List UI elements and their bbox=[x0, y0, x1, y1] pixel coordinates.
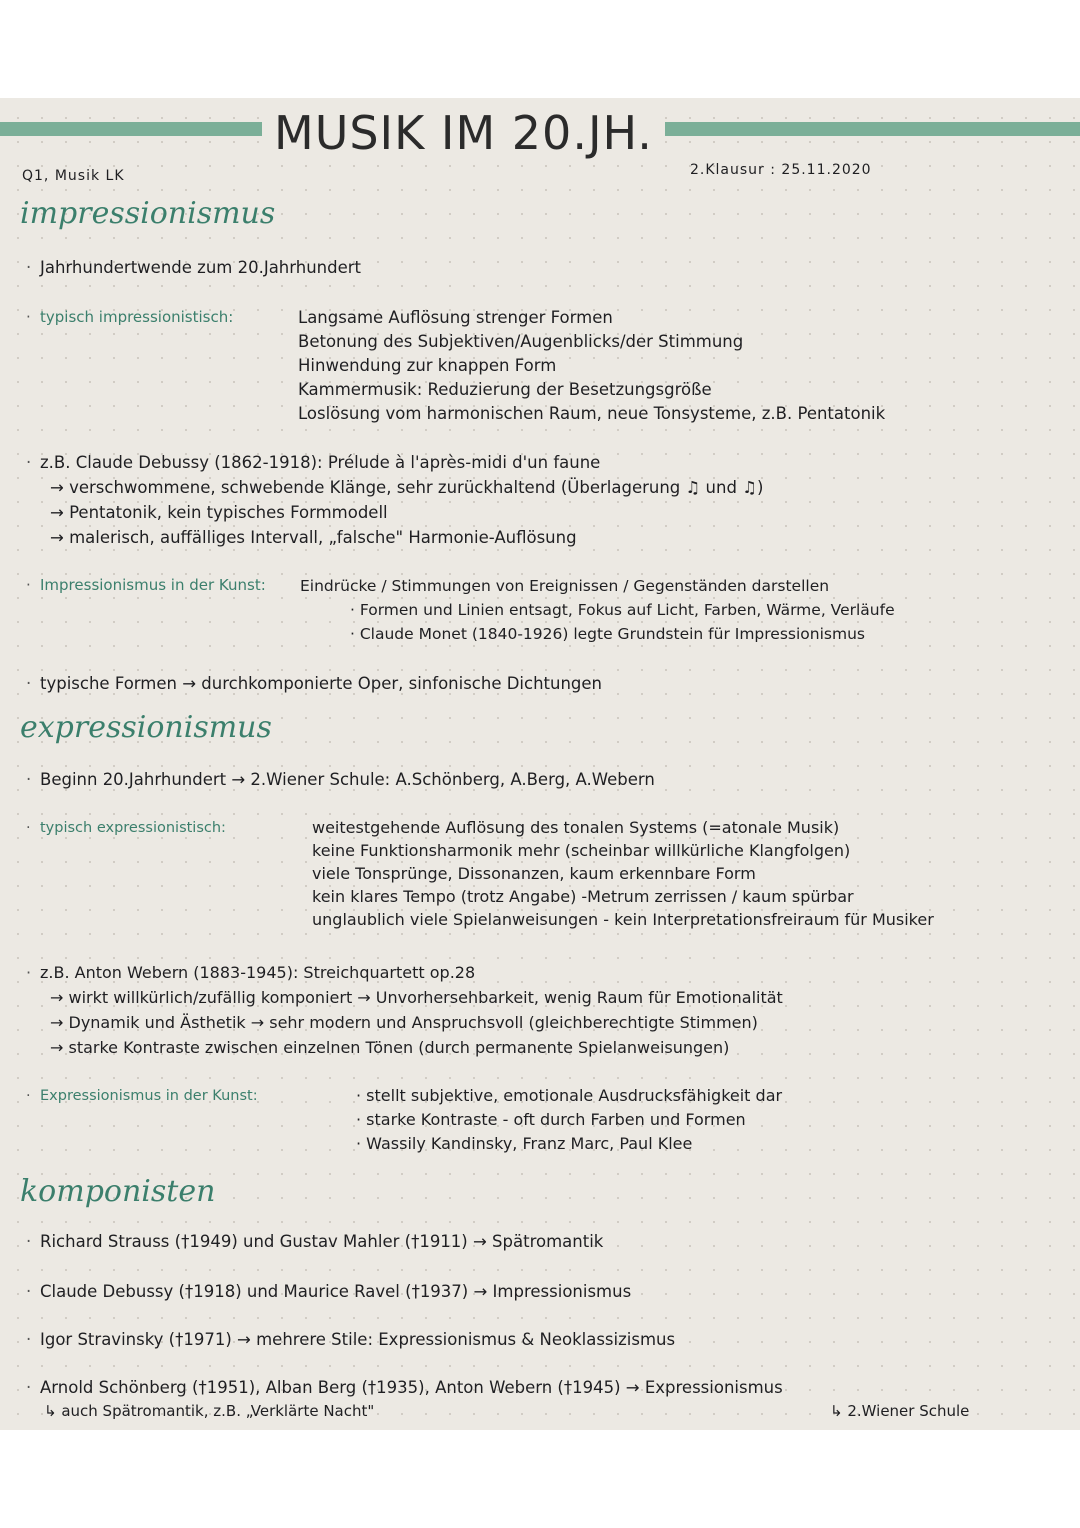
list-item: · Claude Debussy (†1918) und Maurice Ravel (†1937) → Impressionismus bbox=[26, 1282, 632, 1301]
list-item: · Igor Stravinsky (†1971) → mehrere Stile: Expressionismus & Neoklassizismus bbox=[26, 1330, 676, 1349]
impr-typisch-list bbox=[298, 306, 885, 426]
impr-century-text: Jahrhundertwende zum 20.Jahrhundert bbox=[40, 258, 362, 277]
impr-kunst-list bbox=[300, 574, 895, 646]
impr-beispiel: · z.B. Claude Debussy (1862-1918): Prélude à l'après-midi d'un faune → verschwommene, schwebende Klänge, sehr zurückhaltend (Überlagerung ♫ und ♫) → Pentatonik, kein typisches Formmodell → malerisch, auffälliges Intervall, „falsche" Harmonie-Auflösung bbox=[26, 450, 763, 550]
list-item: · stellt subjektive, emotionale Ausdrucksfähigkeit dar bbox=[356, 1086, 783, 1105]
list-item: · Formen und Linien entsagt, Fokus auf Licht, Farben, Wärme, Verläufe bbox=[350, 601, 895, 619]
impr-kunst-label-text: Impressionismus in der Kunst: bbox=[40, 576, 266, 594]
expr-beispiel-title: z.B. Anton Webern (1883-1945): Streichquartett op.28 bbox=[40, 963, 476, 982]
impr-formen-text: typische Formen → durchkomponierte Oper, sinfonische Dichtungen bbox=[40, 674, 603, 693]
list-item: → malerisch, auffälliges Intervall, „falsche" Harmonie-Auflösung bbox=[50, 528, 577, 547]
list-item: Kammermusik: Reduzierung der Besetzungsgröße bbox=[298, 380, 712, 399]
expr-beispiel: · z.B. Anton Webern (1883-1945): Streichquartett op.28 → wirkt willkürlich/zufällig komponiert → Unvorhersehbarkeit, wenig Raum für Emotionalität → Dynamik und Ästhetik → sehr modern und Anspruchsvoll (gleichberechtigte Stimmen) → starke Kontraste zwischen einzelnen Tönen (durch permanente Spielanweisungen) bbox=[26, 960, 783, 1060]
list-item: unglaublich viele Spielanweisungen - kein Interpretationsfreiraum für Musiker bbox=[312, 910, 934, 929]
list-item: · Claude Monet (1840-1926) legte Grundstein für Impressionismus bbox=[350, 625, 865, 643]
komponist-text: Richard Strauss (†1949) und Gustav Mahler (†1911) → Spätromantik bbox=[40, 1232, 604, 1251]
list-item: · Richard Strauss (†1949) und Gustav Mahler (†1911) → Spätromantik bbox=[26, 1232, 604, 1251]
list-item: kein klares Tempo (trotz Angabe) -Metrum zerrissen / kaum spürbar bbox=[312, 887, 854, 906]
expr-kunst-label: · Expressionismus in der Kunst: bbox=[26, 1088, 258, 1104]
komponist-note-right: ↳ 2.Wiener Schule bbox=[830, 1402, 970, 1420]
impr-typisch-label-text: typisch impressionistisch: bbox=[40, 308, 234, 326]
list-item: · Arnold Schönberg (†1951), Alban Berg (†1935), Anton Webern (†1945) → Expressionismus bbox=[26, 1378, 783, 1397]
list-item: → Dynamik und Ästhetik → sehr modern und Anspruchsvoll (gleichberechtigte Stimmen) bbox=[50, 1013, 758, 1032]
heading-impressionismus: impressionismus bbox=[20, 196, 276, 231]
expr-kunst-list bbox=[356, 1084, 782, 1156]
list-item: Loslösung vom harmonischen Raum, neue Tonsysteme, z.B. Pentatonik bbox=[298, 404, 886, 423]
page-title: MUSIK IM 20.JH. bbox=[274, 106, 653, 160]
expr-beginn: · Beginn 20.Jahrhundert → 2.Wiener Schule: A.Schönberg, A.Berg, A.Webern bbox=[26, 770, 655, 789]
impr-typisch-label: · typisch impressionistisch: bbox=[26, 308, 234, 326]
impr-kunst-label: · Impressionismus in der Kunst: bbox=[26, 576, 266, 594]
title-wrap bbox=[262, 106, 665, 160]
komponist-text: Claude Debussy (†1918) und Maurice Ravel (†1937) → Impressionismus bbox=[40, 1282, 632, 1301]
expr-typisch-list bbox=[312, 816, 934, 931]
list-item: viele Tonsprünge, Dissonanzen, kaum erkennbare Form bbox=[312, 864, 756, 883]
list-item: → wirkt willkürlich/zufällig komponiert → Unvorhersehbarkeit, wenig Raum für Emotionalität bbox=[50, 988, 783, 1007]
impr-century: · Jahrhundertwende zum 20.Jahrhundert bbox=[26, 258, 362, 277]
heading-komponisten: komponisten bbox=[20, 1174, 216, 1209]
expr-typisch-label-text: typisch expressionistisch: bbox=[40, 820, 226, 836]
impr-beispiel-title: z.B. Claude Debussy (1862-1918): Prélude à l'après-midi d'un faune bbox=[40, 453, 601, 472]
komponist-text: Arnold Schönberg (†1951), Alban Berg (†1935), Anton Webern (†1945) → Expressionismus bbox=[40, 1378, 783, 1397]
course-label: Q1, Musik LK bbox=[22, 168, 125, 184]
list-item: → verschwommene, schwebende Klänge, sehr zurückhaltend (Überlagerung ♫ und ♫) bbox=[50, 478, 764, 497]
list-item: Hinwendung zur knappen Form bbox=[298, 356, 557, 375]
list-item: → starke Kontraste zwischen einzelnen Tönen (durch permanente Spielanweisungen) bbox=[50, 1038, 730, 1057]
expr-typisch-label: · typisch expressionistisch: bbox=[26, 820, 226, 836]
list-item: → Pentatonik, kein typisches Formmodell bbox=[50, 503, 388, 522]
list-item: · Wassily Kandinsky, Franz Marc, Paul Klee bbox=[356, 1134, 693, 1153]
list-item: · starke Kontraste - oft durch Farben und Formen bbox=[356, 1110, 746, 1129]
komponist-text: Igor Stravinsky (†1971) → mehrere Stile: Expressionismus & Neoklassizismus bbox=[40, 1330, 676, 1349]
expr-beginn-text: Beginn 20.Jahrhundert → 2.Wiener Schule: A.Schönberg, A.Berg, A.Webern bbox=[40, 770, 655, 789]
list-item: Betonung des Subjektiven/Augenblicks/der Stimmung bbox=[298, 332, 744, 351]
list-item: weitestgehende Auflösung des tonalen Systems (=atonale Musik) bbox=[312, 818, 840, 837]
list-item: Langsame Auflösung strenger Formen bbox=[298, 308, 613, 327]
impr-formen: · typische Formen → durchkomponierte Oper, sinfonische Dichtungen bbox=[26, 674, 603, 693]
expr-kunst-label-text: Expressionismus in der Kunst: bbox=[40, 1088, 258, 1104]
list-item: Eindrücke / Stimmungen von Ereignissen / Gegenständen darstellen bbox=[300, 577, 830, 595]
heading-expressionismus: expressionismus bbox=[20, 710, 272, 745]
exam-label: 2.Klausur : 25.11.2020 bbox=[690, 162, 872, 178]
notebook-page bbox=[0, 98, 1080, 1430]
komponist-note-left: ↳ auch Spätromantik, z.B. „Verklärte Nacht" bbox=[44, 1402, 375, 1420]
list-item: keine Funktionsharmonik mehr (scheinbar willkürliche Klangfolgen) bbox=[312, 841, 851, 860]
